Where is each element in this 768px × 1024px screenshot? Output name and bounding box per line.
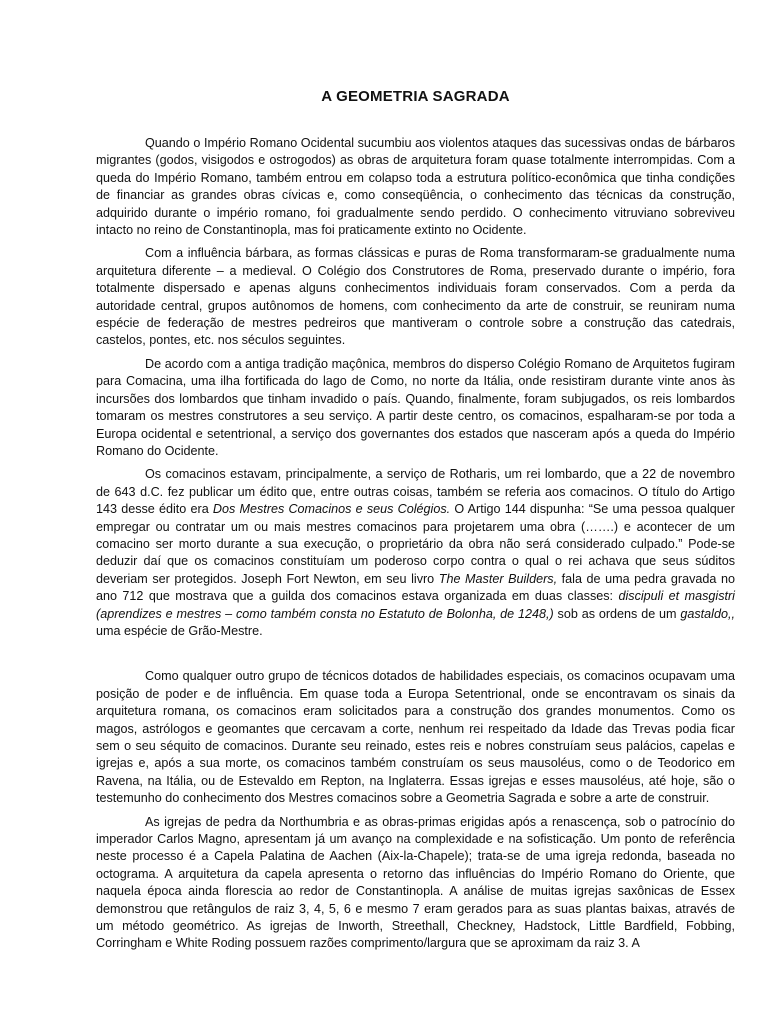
paragraph-4 bbox=[96, 466, 735, 640]
p4-italic-title: Dos Mestres Comacinos e seus Colégios. bbox=[212, 502, 451, 517]
paragraph-6: As igrejas de pedra da Northumbria e as obras-primas erigidas após a renascença, sob o patrocínio do imperador Carlos Magno, apresentam já um avanço na complexidade e na sofisticação. Um ponto de referência neste processo é a Capela Palatina de Aachen (Aix-la-Chapele); trata-se de uma igreja redonda, baseada no octograma. A arquitetura da capela apresenta o retorno das influências do Império Romano do Oriente, que naquela época ainda florescia ao redor de Constantinopla. A análise de muitas igrejas saxônicas de Essex demonstrou que retângulos de raiz 3, 4, 5, 6 e mesmo 7 eram gerados para as suas plantas baixas, através de um método geométrico. As igrejas de Inworth, Streethall, Checkney, Hadstock, Little Bardfield, Fobbing, Corringham e White Roding possuem razões comprimento/largura que se aproximam da raiz 3. A bbox=[96, 814, 735, 951]
p4-text-c: O Artigo 144 dispunha: “Se uma pessoa qualquer empregar ou contratar um ou mais mestres comacinos para projetarem uma obra (…….) e acontecer de um comacino ser morto durante a sua execução, o proprietário da obra não será considerado culpado.” Pode-se deduzir daí que os comacinos constituíam um poderoso corpo contra o qual o rei achava que seus súditos deveriam ser protegidos. Joseph Fort Newton, em seu livro bbox=[96, 502, 735, 586]
p4-italic-gastaldo: gastaldo,, bbox=[680, 606, 735, 621]
paragraph-3: De acordo com a antiga tradição maçônica, membros do disperso Colégio Romano de Arquitetos fugiram para Comacina, uma ilha fortificada do lago de Como, no norte da Itália, onde resistiram durante vinte anos às incursões dos lombardos que tinham invadido o país. Quando, finalmente, foram subjugados, os reis lombardos tomaram os mestres construtores a seu serviço. A partir deste centro, os comacinos, espalharam-se por toda a Europa ocidental e setentrional, a serviço dos governantes dos estados que nasceram após a queda do Império Romano do Ocidente. bbox=[96, 356, 735, 458]
p4-italic-classes: discipuli et masgistri (aprendizes e mestres – como também consta no Estatuto de Bolonha, de 1248,) bbox=[96, 589, 735, 621]
paragraph-2: Com a influência bárbara, as formas clássicas e puras de Roma transformaram-se gradualmente numa arquitetura diferente – a medieval. O Colégio dos Construtores de Roma, preservado durante o império, fora totalmente dispersado e apenas alguns conhecimentos individuais foram conservados. Com a perda da autoridade central, grupos autônomos de homens, com conhecimento da arte de construir, se reuniram numa espécie de federação de mestres pedreiros que mantiveram o controle sobre a construção das catedrais, castelos, pontes, etc. nos séculos seguintes. bbox=[96, 246, 735, 348]
p4-text-a: Os comacinos estavam, principalmente, a serviço de Rotharis, um rei lombardo, que a 22 de novembro de 643 d.C. fez publicar um édito que, entre outras coisas, também se referia aos comacinos. O título do Artigo 143 desse édito era bbox=[96, 467, 735, 517]
paragraph-1: Quando o Império Romano Ocidental sucumbiu aos violentos ataques das sucessivas ondas de bárbaros migrantes (godos, visigodos e ostrogodos) as obras de arquitetura foram quase totalmente interrompidas. Com a queda do Império Romano, também entrou em colapso toda a estrutura político-econômica que tinha condições de financiar as grandes obras cívicas e, como conseqüência, o conhecimento das técnicas da construção, adquirido durante o império romano, foi gradualmente sendo perdido. O conhecimento vitruviano sobreviveu intacto no reino de Constantinopla, mas foi praticamente extinto no Ocidente. bbox=[96, 136, 735, 238]
p4-text-e: fala de uma pedra gravada no ano 712 que mostrava que a guilda dos comacinos estava organizada em duas classes: bbox=[96, 571, 735, 604]
paragraph-5: Como qualquer outro grupo de técnicos dotados de habilidades especiais, os comacinos ocupavam uma posição de poder e de influência. Em quase toda a Europa Setentrional, onde se encontravam os sinais da arquitetura romana, os comacinos eram solicitados para a construção dos grandes monumentos. Como os magos, astrólogos e geomantes que cercavam a corte, nenhum rei respeitado da Idade das Trevas podia ficar sem o seu séquito de comacinos. Durante seu reinado, estes reis e nobres construíam seus palácios, capelas e igrejas e, após a sua morte, os comacinos também construíam os seus mausoléus, como o de Teodorico em Ravena, na Itália, ou de Estevaldo em Repton, na Inglaterra. Essas igrejas e esses mausoléus, até hoje, são o testemunho do conhecimento dos Mestres comacinos sobre a Geometria Sagrada e sobre a arte de construir. bbox=[96, 669, 735, 806]
p4-text-g: sob as ordens de um bbox=[553, 606, 681, 621]
document-title: A GEOMETRIA SAGRADA bbox=[321, 88, 510, 105]
p4-italic-book: The Master Builders, bbox=[438, 571, 558, 586]
p4-text-i: uma espécie de Grão-Mestre. bbox=[96, 623, 263, 638]
